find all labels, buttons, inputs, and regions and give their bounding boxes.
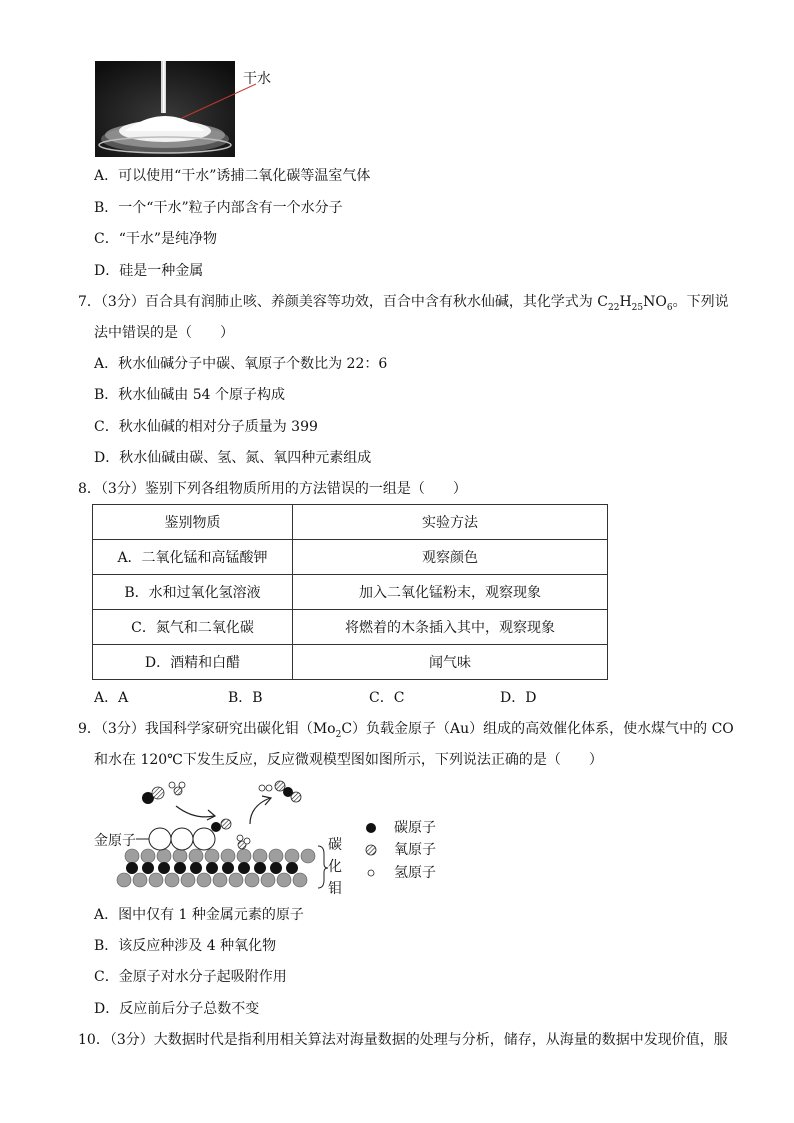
q7-option-a: A．秋水仙碱分子中碳、氧原子个数比为 22：6 (94, 356, 388, 372)
support-label-1: 碳 (328, 837, 342, 853)
q8-table (92, 504, 608, 680)
q9-option-b: B．该反应种涉及 4 种氧化物 (94, 938, 277, 954)
table-cell: 闻气味 (293, 645, 608, 680)
table-cell: C．氮气和二氧化碳 (93, 610, 293, 645)
q8-option-b: B．B (228, 690, 263, 706)
table-cell: A．二氧化锰和高锰酸钾 (93, 540, 293, 575)
table-header-row (93, 505, 608, 540)
q8-option-c: C．C (369, 690, 405, 706)
reaction-model-diagram (94, 776, 444, 896)
q8-option-d: D．D (500, 690, 537, 706)
table-cell: D．酒精和白醋 (93, 645, 293, 680)
table-cell: 将燃着的木条插入其中，观察现象 (293, 610, 608, 645)
q7-stem-line1: 7．（3分）百合具有润肺止咳、养颜美容等功效，百合中含有秋水仙碱，其化学式为 $C_{22}H_{25}NO_6$。下列说 (78, 294, 729, 313)
table-cell: 观察颜色 (293, 540, 608, 575)
q9-option-a: A．图中仅有 1 种金属元素的原子 (94, 907, 304, 923)
gold-atom-label: 金原子 (94, 833, 136, 849)
legend-carbon: 碳原子 (394, 820, 436, 836)
table-row (93, 645, 608, 680)
support-label-2: 化 (328, 859, 342, 875)
q8-option-a: A．A (94, 690, 129, 706)
table-header-cell: 实验方法 (293, 505, 608, 540)
legend-hydrogen: 氢原子 (394, 865, 436, 881)
table-cell: B．水和过氧化氢溶液 (93, 575, 293, 610)
support-label-3: 钼 (328, 881, 342, 897)
dry-water-label: 干水 (243, 71, 271, 87)
q6-option-d: D．硅是一种金属 (94, 263, 204, 279)
q10-stem-line1: 10．（3分）大数据时代是指利用相关算法对海量数据的处理与分析，储存，从海量的数据中发现价值，服 (78, 1032, 728, 1048)
q7-option-d: D．秋水仙碱由碳、氢、氮、氧四种元素组成 (94, 450, 372, 466)
q9-stem-line2: 和水在 120℃下发生反应，反应微观模型图如图所示，下列说法正确的是（ ） (94, 752, 603, 768)
q7-option-b: B．秋水仙碱由 54 个原子构成 (94, 387, 286, 403)
q9-stem-line1: 9．（3分）我国科学家研究出碳化钼$(Mo_2C)$负载金原子（Au）组成的高效催化体系，使水煤气中的 CO (78, 721, 734, 740)
q9-option-d: D．反应前后分子总数不变 (94, 1001, 260, 1017)
table-row (93, 540, 608, 575)
q6-option-b: B．一个“干水”粒子内部含有一个水分子 (94, 200, 343, 216)
q6-option-c: C．“干水”是纯净物 (94, 231, 218, 247)
q6-option-a: A．可以使用“干水”诱捕二氧化碳等温室气体 (94, 168, 371, 184)
table-cell: 加入二氧化锰粉末，观察现象 (293, 575, 608, 610)
q9-option-c: C．金原子对水分子起吸附作用 (94, 969, 287, 985)
label-pointer-line (180, 82, 260, 122)
legend-oxygen: 氧原子 (394, 842, 436, 858)
table-row (93, 610, 608, 645)
table-row (93, 575, 608, 610)
q7-option-c: C．秋水仙碱的相对分子质量为 399 (94, 419, 318, 435)
q7-stem-line2: 法中错误的是（ ） (94, 325, 234, 341)
table-header-cell: 鉴别物质 (93, 505, 293, 540)
q8-stem: 8．（3分）鉴别下列各组物质所用的方法错误的一组是（ ） (78, 481, 467, 497)
